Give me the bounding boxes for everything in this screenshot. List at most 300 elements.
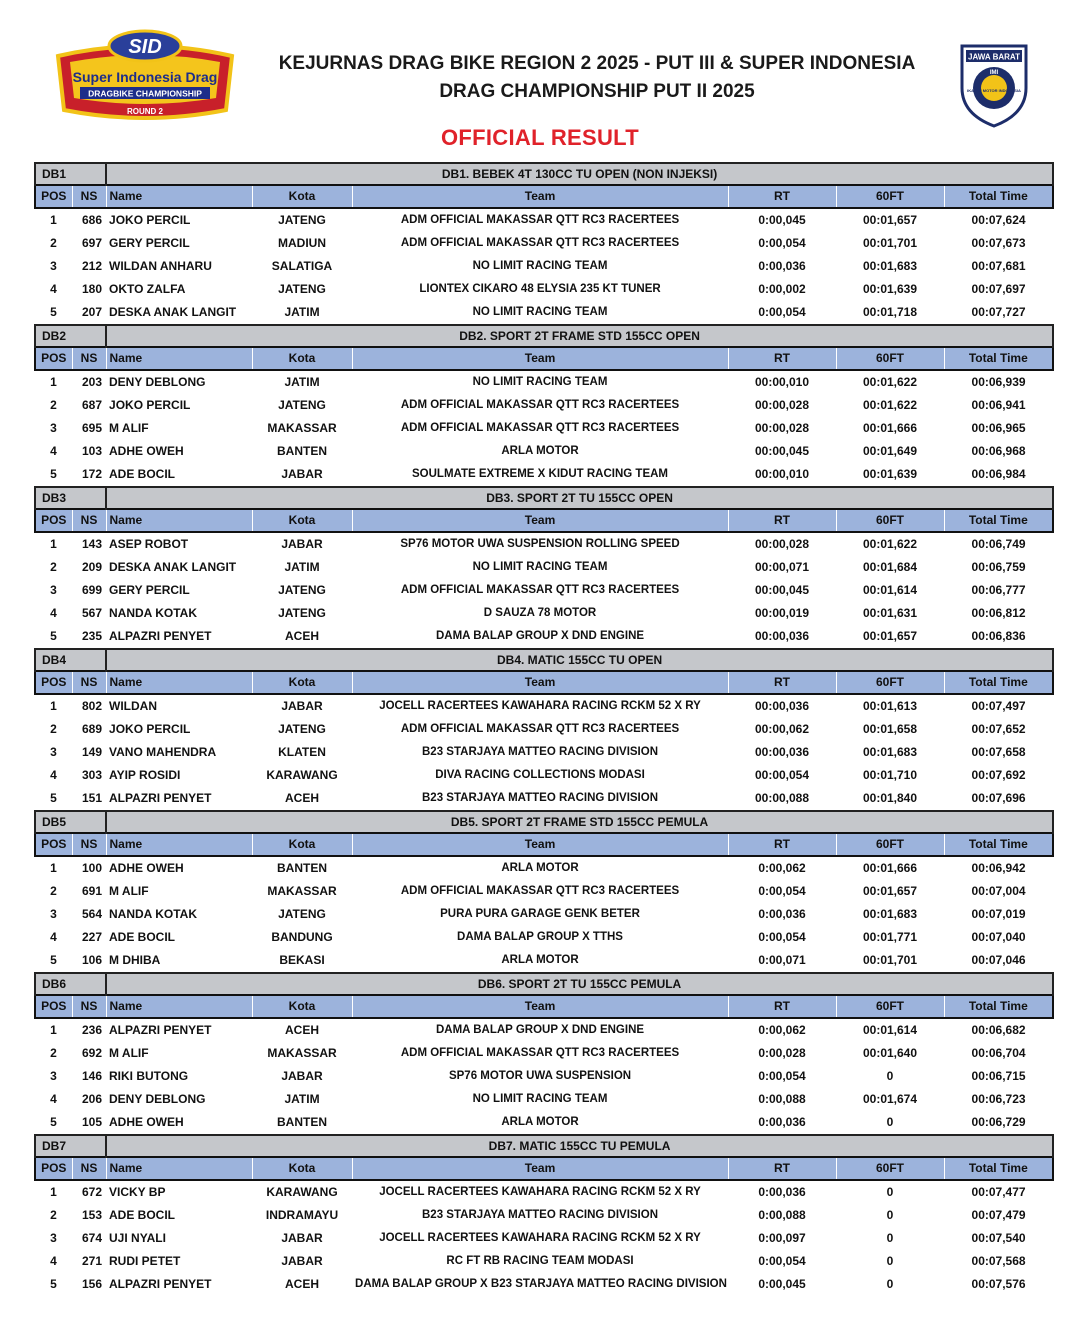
svg-text:Super Indonesia Drag: Super Indonesia Drag [72,69,218,85]
cell-team: ARLA MOTOR [501,1116,579,1128]
cell-pos: 4 [50,1254,57,1268]
cell-pos: 1 [50,1023,57,1037]
cell-name: GERY PERCIL [109,583,190,597]
cell-kota: JATENG [278,213,326,227]
cell-team: NO LIMIT RACING TEAM [472,561,608,573]
cell-total-time: 00:07,568 [971,1254,1026,1268]
column-header-kota: Kota [252,995,352,1018]
cell-60ft: 00:01,701 [862,953,918,967]
cell-pos: 2 [50,398,57,412]
cell-kota: JATIM [284,560,320,574]
column-header-team: Team [352,833,728,856]
cell-team: ADM OFFICIAL MAKASSAR QTT RC3 RACERTEES [400,1047,680,1059]
column-header-pos: POS [35,509,72,532]
cell-rt: 00:00,062 [754,722,810,736]
cell-pos: 1 [50,1185,57,1199]
cell-60ft: 00:01,683 [862,259,918,273]
cell-team: NO LIMIT RACING TEAM [472,306,608,318]
column-header-60ft: 60FT [836,509,944,532]
cell-name: GERY PERCIL [109,236,190,250]
cell-name: OKTO ZALFA [109,282,186,296]
cell-team: LIONTEX CIKARO 48 ELYSIA 235 KT TUNER [419,283,661,295]
column-header-total-time: Total Time [944,185,1053,208]
cell-rt: 0:00,054 [758,236,806,250]
cell-rt: 00:00,088 [754,791,810,805]
cell-rt: 00:00,010 [754,467,810,481]
cell-name: DESKA ANAK LANGIT [109,560,237,574]
column-header-name: Name [106,347,252,370]
class-title: DB7. MATIC 155CC TU PEMULA [106,1135,1053,1157]
cell-name: M ALIF [109,1046,149,1060]
cell-kota: MAKASSAR [267,884,337,898]
cell-name: DESKA ANAK LANGIT [109,305,237,319]
cell-kota: JATENG [278,907,326,921]
cell-rt: 0:00,088 [758,1208,806,1222]
cell-kota: JATENG [278,398,326,412]
cell-total-time: 00:06,682 [971,1023,1026,1037]
cell-kota: BEKASI [279,953,325,967]
cell-kota: MAKASSAR [267,421,337,435]
cell-60ft: 00:01,657 [862,884,918,898]
table-row [35,278,1053,301]
cell-ns: 227 [81,930,103,944]
cell-rt: 0:00,002 [758,282,806,296]
cell-ns: 802 [81,699,103,713]
cell-total-time: 00:06,777 [971,583,1026,597]
cell-ns: 156 [81,1277,103,1291]
column-header-60ft: 60FT [836,671,944,694]
cell-team: B23 STARJAYA MATTEO RACING DIVISION [422,1209,659,1221]
column-header-name: Name [106,995,252,1018]
column-header-ns: NS [72,185,106,208]
cell-total-time: 00:07,477 [971,1185,1026,1199]
cell-pos: 2 [50,722,57,736]
class-title-row [35,973,1053,995]
cell-team: ARLA MOTOR [501,862,579,874]
table-row [35,787,1053,811]
cell-name: NANDA KOTAK [109,907,198,921]
column-header-pos: POS [35,347,72,370]
cell-pos: 5 [50,629,57,643]
cell-kota: BANDUNG [271,930,333,944]
cell-60ft: 00:01,666 [862,861,918,875]
cell-rt: 0:00,054 [758,930,806,944]
cell-total-time: 00:07,046 [971,953,1026,967]
cell-ns: 697 [81,236,103,250]
column-header-kota: Kota [252,185,352,208]
cell-kota: KARAWANG [266,768,338,782]
table-row [35,1204,1053,1227]
cell-total-time: 00:07,692 [971,768,1026,782]
column-header-pos: POS [35,995,72,1018]
cell-team: ADM OFFICIAL MAKASSAR QTT RC3 RACERTEES [400,237,680,249]
column-header-name: Name [106,509,252,532]
class-title-row [35,811,1053,833]
cell-rt: 0:00,045 [758,213,806,227]
cell-rt: 00:00,045 [754,444,810,458]
cell-rt: 00:00,036 [754,699,810,713]
results-table [34,162,1054,1296]
cell-rt: 0:00,054 [758,884,806,898]
cell-pos: 3 [50,259,57,273]
column-header-row [35,833,1053,856]
column-header-kota: Kota [252,1157,352,1180]
cell-60ft: 00:01,614 [862,1023,918,1037]
cell-kota: ACEH [285,1277,320,1291]
cell-team: PURA PURA GARAGE GENK BETER [440,908,640,920]
cell-60ft: 00:01,622 [862,537,918,551]
cell-team: NO LIMIT RACING TEAM [472,1093,608,1105]
table-row [35,394,1053,417]
cell-60ft: 0 [886,1277,894,1291]
class-title: DB3. SPORT 2T TU 155CC OPEN [106,487,1053,509]
column-header-60ft: 60FT [836,347,944,370]
table-row [35,579,1053,602]
column-header-kota: Kota [252,347,352,370]
column-header-pos: POS [35,833,72,856]
column-header-60ft: 60FT [836,185,944,208]
cell-name: M DHIBA [109,953,161,967]
cell-60ft: 00:01,639 [862,282,918,296]
table-row [35,370,1053,394]
cell-rt: 0:00,028 [758,1046,806,1060]
cell-total-time: 00:07,576 [971,1277,1026,1291]
cell-total-time: 00:06,984 [971,467,1026,481]
class-title-row [35,649,1053,671]
cell-team: JOCELL RACERTEES KAWAHARA RACING RCKM 52 X RY [379,1186,701,1198]
cell-pos: 1 [50,699,57,713]
column-header-name: Name [106,1157,252,1180]
table-row [35,1042,1053,1065]
column-header-row [35,185,1053,208]
cell-pos: 3 [50,907,57,921]
cell-ns: 691 [81,884,103,898]
imi-jawa-barat-logo [958,42,1030,128]
cell-name: WILDAN ANHARU [109,259,212,273]
cell-team: ARLA MOTOR [501,954,579,966]
table-row [35,880,1053,903]
cell-name: ADHE OWEH [109,861,184,875]
cell-ns: 687 [81,398,103,412]
cell-name: ALPAZRI PENYET [109,1277,212,1291]
cell-rt: 00:00,045 [754,583,810,597]
cell-rt: 0:00,054 [758,1254,806,1268]
cell-team: JOCELL RACERTEES KAWAHARA RACING RCKM 52 X RY [379,700,701,712]
cell-ns: 105 [81,1115,103,1129]
column-header-ns: NS [72,347,106,370]
column-header-team: Team [352,995,728,1018]
column-header-60ft: 60FT [836,833,944,856]
cell-name: RIKI BUTONG [109,1069,189,1083]
cell-60ft: 00:01,683 [862,745,918,759]
cell-team: NO LIMIT RACING TEAM [472,376,608,388]
cell-total-time: 00:07,624 [971,213,1026,227]
cell-pos: 5 [50,953,57,967]
cell-60ft: 0 [886,1115,894,1129]
cell-ns: 149 [81,745,103,759]
column-header-row [35,1157,1053,1180]
cell-60ft: 00:01,684 [862,560,918,574]
cell-kota: JABAR [281,467,323,481]
cell-team: NO LIMIT RACING TEAM [472,260,608,272]
cell-pos: 4 [50,930,57,944]
cell-60ft: 0 [886,1069,894,1083]
cell-pos: 1 [50,861,57,875]
cell-rt: 00:00,028 [754,537,810,551]
cell-total-time: 00:07,652 [971,722,1026,736]
column-header-team: Team [352,1157,728,1180]
table-row [35,232,1053,255]
cell-name: M ALIF [109,884,149,898]
cell-rt: 0:00,097 [758,1231,806,1245]
cell-rt: 0:00,036 [758,907,806,921]
cell-total-time: 00:06,939 [971,375,1026,389]
cell-kota: MAKASSAR [267,1046,337,1060]
table-row [35,694,1053,718]
cell-ns: 567 [81,606,103,620]
class-code: DB1 [35,163,106,185]
svg-text:JAWA BARAT: JAWA BARAT [968,52,1020,62]
table-row [35,1180,1053,1204]
cell-ns: 303 [81,768,103,782]
column-header-rt: RT [728,347,836,370]
cell-rt: 0:00,088 [758,1092,806,1106]
cell-total-time: 00:07,540 [971,1231,1026,1245]
cell-60ft: 00:01,658 [862,722,918,736]
cell-kota: JATIM [284,305,320,319]
table-row [35,532,1053,556]
table-row [35,1227,1053,1250]
table-row [35,440,1053,463]
cell-pos: 1 [50,537,57,551]
column-header-ns: NS [72,671,106,694]
cell-rt: 0:00,062 [758,1023,806,1037]
cell-ns: 236 [81,1023,103,1037]
cell-total-time: 00:07,727 [971,305,1026,319]
cell-60ft: 00:01,701 [862,236,918,250]
cell-60ft: 00:01,674 [862,1092,918,1106]
cell-total-time: 00:06,812 [971,606,1026,620]
cell-kota: JATIM [284,1092,320,1106]
cell-pos: 1 [50,375,57,389]
column-header-team: Team [352,671,728,694]
cell-ns: 699 [81,583,103,597]
cell-name: ALPAZRI PENYET [109,1023,212,1037]
column-header-total-time: Total Time [944,833,1053,856]
cell-name: JOKO PERCIL [109,398,191,412]
svg-text:ROUND 2: ROUND 2 [126,107,164,116]
cell-total-time: 00:06,968 [971,444,1026,458]
cell-rt: 00:00,036 [754,629,810,643]
cell-total-time: 00:06,759 [971,560,1026,574]
column-header-team: Team [352,509,728,532]
cell-team: SP76 MOTOR UWA SUSPENSION ROLLING SPEED [400,538,680,550]
cell-ns: 146 [81,1069,103,1083]
cell-kota: KLATEN [278,745,326,759]
cell-60ft: 00:01,683 [862,907,918,921]
cell-total-time: 00:06,729 [971,1115,1026,1129]
table-row [35,1065,1053,1088]
cell-name: ADE BOCIL [109,467,176,481]
cell-ns: 235 [81,629,103,643]
column-header-kota: Kota [252,509,352,532]
column-header-total-time: Total Time [944,1157,1053,1180]
cell-name: ADE BOCIL [109,1208,176,1222]
cell-kota: SALATIGA [271,259,333,273]
cell-ns: 271 [81,1254,103,1268]
cell-rt: 00:00,036 [754,745,810,759]
cell-pos: 2 [50,560,57,574]
column-header-name: Name [106,671,252,694]
cell-pos: 3 [50,583,57,597]
cell-ns: 674 [81,1231,103,1245]
class-title: DB5. SPORT 2T FRAME STD 155CC PEMULA [106,811,1053,833]
column-header-team: Team [352,185,728,208]
cell-ns: 209 [81,560,103,574]
cell-ns: 695 [81,421,103,435]
class-title-row [35,487,1053,509]
cell-team: ADM OFFICIAL MAKASSAR QTT RC3 RACERTEES [400,885,680,897]
cell-rt: 00:00,019 [754,606,810,620]
cell-total-time: 00:06,836 [971,629,1026,643]
cell-rt: 00:00,054 [754,768,810,782]
cell-ns: 106 [81,953,103,967]
column-header-row [35,995,1053,1018]
column-header-total-time: Total Time [944,347,1053,370]
cell-name: ALPAZRI PENYET [109,629,212,643]
class-code: DB4 [35,649,106,671]
cell-name: NANDA KOTAK [109,606,198,620]
cell-rt: 0:00,062 [758,861,806,875]
class-code: DB2 [35,325,106,347]
svg-text:IKATAN MOTOR INDONESIA: IKATAN MOTOR INDONESIA [967,88,1021,93]
column-header-name: Name [106,185,252,208]
cell-name: VANO MAHENDRA [109,745,217,759]
cell-kota: MADIUN [278,236,327,250]
column-header-pos: POS [35,185,72,208]
cell-total-time: 00:07,658 [971,745,1026,759]
cell-kota: JABAR [281,1069,323,1083]
cell-name: ADE BOCIL [109,930,176,944]
table-row [35,856,1053,880]
cell-pos: 3 [50,745,57,759]
column-header-ns: NS [72,833,106,856]
column-header-total-time: Total Time [944,995,1053,1018]
page-title: KEJURNAS DRAG BIKE REGION 2 2025 - PUT III & SUPER INDONESIA DRAG CHAMPIONSHIP PUT II 2025 [278,53,916,102]
column-header-ns: NS [72,1157,106,1180]
cell-pos: 3 [50,1069,57,1083]
column-header-row [35,671,1053,694]
cell-team: ADM OFFICIAL MAKASSAR QTT RC3 RACERTEES [400,422,680,434]
cell-rt: 0:00,054 [758,1069,806,1083]
cell-team: B23 STARJAYA MATTEO RACING DIVISION [422,746,659,758]
cell-team: SP76 MOTOR UWA SUSPENSION [448,1070,632,1082]
cell-rt: 0:00,036 [758,1115,806,1129]
cell-pos: 2 [50,1046,57,1060]
table-row [35,949,1053,973]
cell-kota: JATENG [278,722,326,736]
class-title: DB6. SPORT 2T TU 155CC PEMULA [106,973,1053,995]
cell-60ft: 0 [886,1231,894,1245]
cell-ns: 103 [81,444,103,458]
cell-60ft: 0 [886,1254,894,1268]
cell-ns: 172 [81,467,103,481]
cell-ns: 151 [81,791,103,805]
svg-text:DRAGBIKE CHAMPIONSHIP: DRAGBIKE CHAMPIONSHIP [88,88,202,99]
column-header-kota: Kota [252,671,352,694]
cell-60ft: 00:01,840 [862,791,918,805]
svg-text:SID: SID [128,36,162,58]
cell-kota: BANTEN [277,861,328,875]
cell-pos: 1 [50,213,57,227]
class-title: DB4. MATIC 155CC TU OPEN [106,649,1053,671]
cell-60ft: 00:01,639 [862,467,918,481]
cell-pos: 5 [50,1115,57,1129]
class-code: DB5 [35,811,106,833]
column-header-pos: POS [35,671,72,694]
cell-name: VICKY BP [109,1185,166,1199]
cell-kota: JABAR [281,699,323,713]
cell-60ft: 00:01,666 [862,421,918,435]
table-row [35,764,1053,787]
cell-ns: 207 [81,305,103,319]
cell-team: SOULMATE EXTREME X KIDUT RACING TEAM [412,468,668,480]
cell-60ft: 00:01,631 [862,606,918,620]
cell-total-time: 00:07,696 [971,791,1026,805]
column-header-60ft: 60FT [836,1157,944,1180]
cell-total-time: 00:06,942 [971,861,1026,875]
table-row [35,1018,1053,1042]
cell-60ft: 00:01,718 [862,305,918,319]
column-header-pos: POS [35,1157,72,1180]
cell-team: DIVA RACING COLLECTIONS MODASI [435,769,645,781]
cell-rt: 0:00,036 [758,1185,806,1199]
cell-team: B23 STARJAYA MATTEO RACING DIVISION [422,792,659,804]
table-row [35,1273,1053,1296]
column-header-kota: Kota [252,833,352,856]
table-row [35,602,1053,625]
cell-rt: 00:00,071 [754,560,810,574]
cell-60ft: 00:01,657 [862,629,918,643]
cell-kota: JATENG [278,606,326,620]
cell-ns: 203 [81,375,103,389]
cell-team: ADM OFFICIAL MAKASSAR QTT RC3 RACERTEES [400,399,680,411]
cell-kota: ACEH [285,791,320,805]
cell-60ft: 00:01,640 [862,1046,918,1060]
table-row [35,463,1053,487]
cell-ns: 692 [81,1046,103,1060]
cell-total-time: 00:06,965 [971,421,1026,435]
class-title-row [35,163,1053,185]
cell-pos: 2 [50,236,57,250]
official-result-heading: OFFICIAL RESULT [440,125,639,150]
cell-name: WILDAN [109,699,158,713]
cell-pos: 4 [50,282,57,296]
column-header-60ft: 60FT [836,995,944,1018]
cell-60ft: 00:01,649 [862,444,918,458]
class-code: DB6 [35,973,106,995]
column-header-rt: RT [728,509,836,532]
cell-team: ADM OFFICIAL MAKASSAR QTT RC3 RACERTEES [400,723,680,735]
cell-total-time: 00:06,715 [971,1069,1026,1083]
cell-ns: 689 [81,722,103,736]
table-row [35,903,1053,926]
cell-name: ASEP ROBOT [109,537,189,551]
cell-pos: 3 [50,1231,57,1245]
cell-60ft: 00:01,622 [862,375,918,389]
cell-rt: 0:00,071 [758,953,806,967]
cell-kota: ACEH [285,1023,320,1037]
